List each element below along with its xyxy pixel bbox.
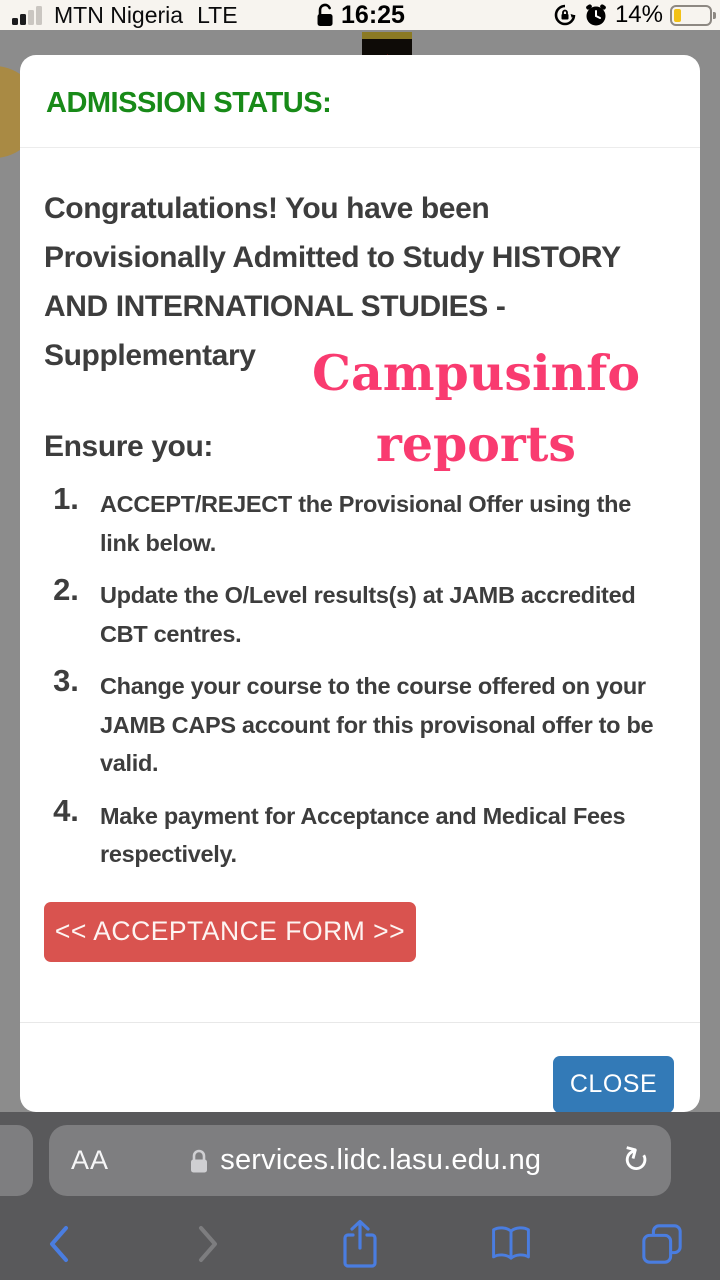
step-number: 3. [53, 663, 79, 698]
toolbar-nav-row [0, 1208, 720, 1280]
carrier-label: MTN Nigeria [54, 1, 184, 28]
acceptance-form-button[interactable]: << ACCEPTANCE FORM >> [44, 902, 416, 962]
battery-percent-label: 14% [614, 1, 663, 28]
list-item [44, 662, 676, 783]
status-bar-right [553, 0, 712, 30]
refresh-icon[interactable]: ↻ [616, 1138, 654, 1183]
step-number: 1. [53, 481, 79, 516]
ensure-heading: Ensure you: [44, 430, 213, 463]
watermark-line2: reports [376, 415, 576, 473]
step-text: ACCEPT/REJECT the Provisional Offer using the link below. [100, 491, 631, 556]
list-item [44, 792, 676, 874]
list-item [44, 480, 676, 562]
modal-body [20, 148, 700, 962]
url-label: services.lidc.lasu.edu.ng [220, 1144, 542, 1176]
address-center [109, 1144, 620, 1177]
battery-icon [670, 5, 712, 26]
step-number: 2. [53, 572, 79, 607]
congratulations-message: Congratulations! You have been Provisionally Admitted to Study HISTORY AND INTERNATIONAL STUDIES - Supplementary [44, 192, 621, 372]
clock-label: 16:25 [341, 0, 405, 29]
close-button[interactable]: CLOSE [553, 1056, 674, 1113]
safari-toolbar [0, 1112, 720, 1280]
bookmarks-icon[interactable] [489, 1222, 533, 1266]
step-text: Update the O/Level results(s) at JAMB accredited CBT centres. [100, 582, 636, 647]
modal-footer [20, 1022, 700, 1113]
status-bar-left [12, 0, 238, 30]
steps-list [44, 480, 676, 874]
previous-tab-edge[interactable] [0, 1125, 33, 1196]
admission-status-modal [20, 55, 700, 1112]
status-bar [0, 0, 720, 30]
padlock-icon [188, 1148, 210, 1174]
network-label: LTE [197, 1, 238, 28]
unlocked-padlock-icon [315, 3, 335, 27]
text-size-button[interactable]: AA [71, 1145, 110, 1175]
rotation-lock-icon [553, 3, 577, 27]
back-icon[interactable] [36, 1222, 80, 1266]
list-item [44, 571, 676, 653]
step-text: Change your course to the course offered on your JAMB CAPS account for this provisonal offer to be valid. [100, 673, 654, 776]
modal-title: ADMISSION STATUS: [46, 87, 332, 119]
address-bar[interactable] [49, 1125, 671, 1196]
share-icon[interactable] [338, 1222, 382, 1266]
signal-bars-icon [12, 4, 46, 26]
alarm-clock-icon [584, 3, 608, 27]
step-number: 4. [53, 792, 79, 828]
tabs-icon[interactable] [640, 1222, 684, 1266]
modal-header [20, 55, 700, 148]
watermark-line1: Campusinfo [311, 344, 641, 402]
forward-icon[interactable] [187, 1222, 231, 1266]
status-bar-center [315, 0, 405, 30]
step-text: Make payment for Acceptance and Medical Fees respectively. [100, 802, 626, 867]
